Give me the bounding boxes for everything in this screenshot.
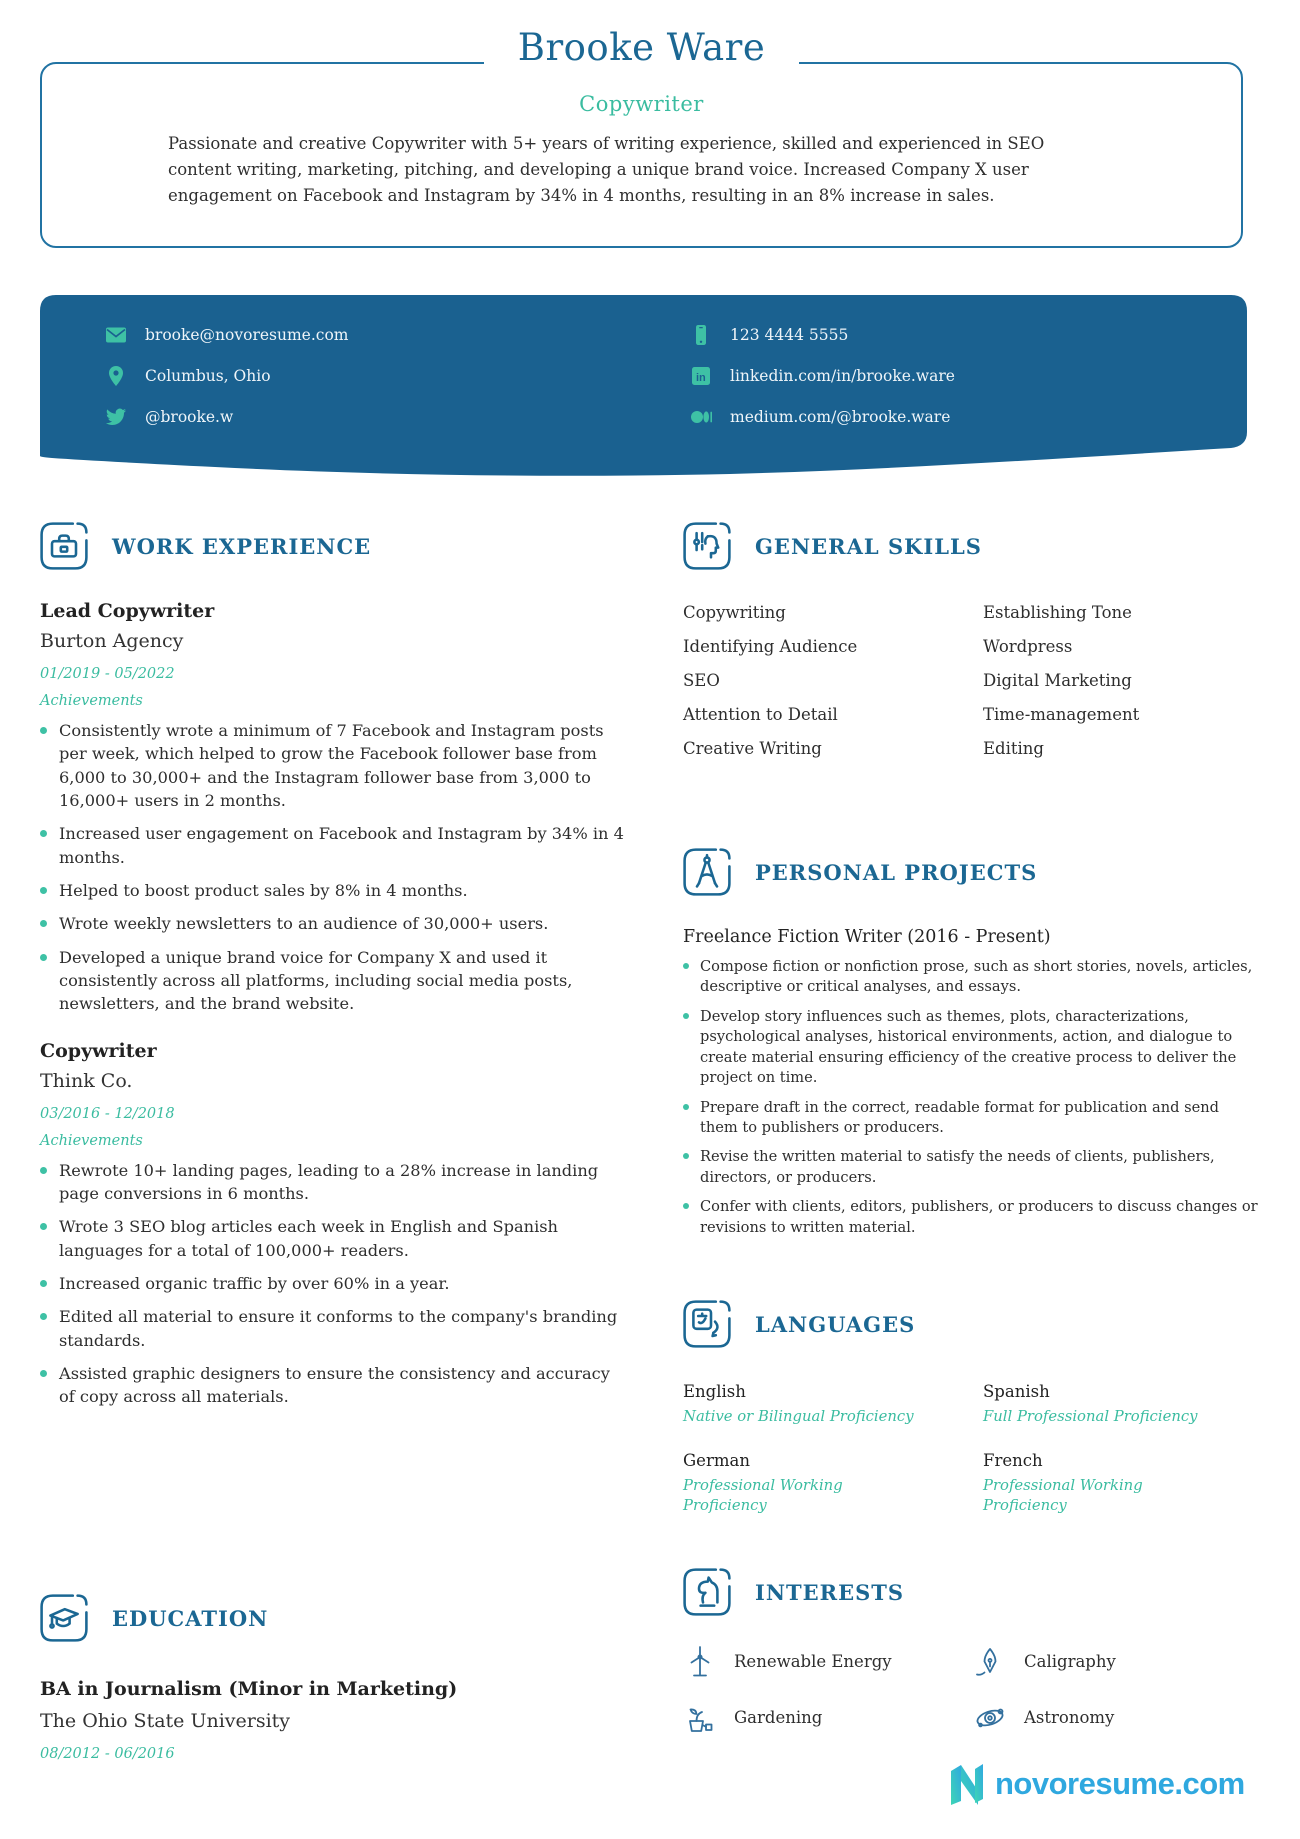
languages-header bbox=[683, 1300, 1260, 1348]
gardening-icon bbox=[683, 1700, 717, 1734]
language-name: German bbox=[683, 1450, 750, 1470]
achievement-bullet: Wrote weekly newsletters to an audience of 30,000+ users. bbox=[40, 912, 625, 935]
skill-item: Time-management bbox=[983, 705, 1140, 724]
language-item bbox=[683, 1382, 983, 1427]
language-item bbox=[983, 1451, 1260, 1516]
language-name: English bbox=[683, 1382, 746, 1401]
section-general-skills bbox=[683, 522, 1260, 758]
novoresume-n-icon bbox=[948, 1763, 986, 1805]
location-pin-icon bbox=[105, 365, 127, 387]
medium-icon bbox=[690, 406, 712, 428]
interest-label: Renewable Energy bbox=[734, 1651, 892, 1671]
translate-icon bbox=[683, 1300, 731, 1348]
candidate-job-title: Copywriter bbox=[579, 92, 704, 116]
project-title: Freelance Fiction Writer (2016 - Present) bbox=[683, 927, 1051, 947]
skill-item: Attention to Detail bbox=[683, 705, 838, 724]
calligraphy-pen-icon bbox=[973, 1644, 1007, 1678]
phone-icon bbox=[690, 324, 712, 346]
skill-item: Digital Marketing bbox=[983, 671, 1132, 690]
skill-item: Establishing Tone bbox=[983, 603, 1132, 622]
interest-item bbox=[683, 1644, 973, 1678]
section-work-experience bbox=[40, 522, 625, 1419]
astronomy-icon bbox=[973, 1700, 1007, 1734]
project-bullet: Compose fiction or nonfiction prose, such as short stories, novels, articles, descriptive or critical analyses, and essays. bbox=[683, 957, 1260, 998]
education-degree: BA in Journalism (Minor in Marketing) bbox=[40, 1678, 458, 1700]
job-company: Burton Agency bbox=[40, 630, 184, 652]
personal-projects-header bbox=[683, 848, 1260, 896]
chess-knight-icon bbox=[683, 1568, 731, 1616]
email-icon bbox=[105, 324, 127, 346]
contact-email[interactable] bbox=[105, 322, 690, 348]
interests-header bbox=[683, 1568, 1260, 1616]
language-name: French bbox=[983, 1450, 1043, 1470]
contact-bar bbox=[40, 295, 1247, 430]
skill-item: Identifying Audience bbox=[683, 637, 858, 656]
section-title-personal-projects: PERSONAL PROJECTS bbox=[755, 859, 1038, 885]
contact-medium[interactable] bbox=[690, 404, 1247, 430]
wind-turbine-icon bbox=[683, 1644, 717, 1678]
section-title-general-skills: GENERAL SKILLS bbox=[755, 533, 982, 559]
briefcase-icon bbox=[40, 522, 88, 570]
achievements-label: Achievements bbox=[40, 1132, 143, 1149]
contact-location bbox=[105, 363, 690, 389]
skill-item: Creative Writing bbox=[683, 739, 822, 758]
job-dates: 01/2019 - 05/2022 bbox=[40, 666, 175, 682]
languages-grid bbox=[683, 1382, 1260, 1516]
summary-text: Passionate and creative Copywriter with 5+ years of writing experience, skilled and experienced in SEO content writing, marketing, pitching, and developing a unique brand voice. Increased Company X user engagement on Facebook and Instagram by 34% in 4 months, resulting in an 8% increase in sales. bbox=[168, 134, 1045, 206]
contact-location-text: Columbus, Ohio bbox=[145, 367, 271, 385]
skill-item: Copywriting bbox=[683, 603, 786, 622]
section-title-languages: LANGUAGES bbox=[755, 1311, 916, 1337]
language-level: Full Professional Proficiency bbox=[983, 1408, 1198, 1425]
section-title-education: EDUCATION bbox=[112, 1605, 269, 1631]
interest-item bbox=[683, 1700, 973, 1734]
language-level: Professional Working Proficiency bbox=[983, 1476, 1143, 1514]
general-skills-header bbox=[683, 522, 1260, 570]
interest-item bbox=[973, 1700, 1260, 1734]
achievement-bullet: Helped to boost product sales by 8% in 4 months. bbox=[40, 879, 625, 902]
contact-medium-text: medium.com/@brooke.ware bbox=[730, 408, 951, 426]
novoresume-logo[interactable] bbox=[948, 1763, 1245, 1805]
contact-phone-text: 123 4444 5555 bbox=[730, 326, 849, 344]
interests-grid bbox=[683, 1644, 1260, 1734]
achievement-bullet: Developed a unique brand voice for Company X and used it consistently across all platforms, including social media posts, newsletters, and the brand website. bbox=[40, 946, 625, 1016]
language-name: Spanish bbox=[983, 1382, 1050, 1401]
contact-email-text: brooke@novoresume.com bbox=[145, 326, 349, 344]
achievement-bullet: Assisted graphic designers to ensure the consistency and accuracy of copy across all materials. bbox=[40, 1362, 625, 1409]
interest-label: Gardening bbox=[734, 1707, 823, 1727]
skill-item: SEO bbox=[683, 671, 720, 690]
work-experience-header bbox=[40, 522, 625, 570]
contact-twitter[interactable] bbox=[105, 404, 690, 430]
project-bullet: Revise the written material to satisfy the needs of clients, publishers, directors, or producers. bbox=[683, 1147, 1260, 1188]
achievement-bullet: Rewrote 10+ landing pages, leading to a 28% increase in landing page conversions in 6 months. bbox=[40, 1159, 625, 1206]
job-company: Think Co. bbox=[40, 1069, 133, 1092]
candidate-name: Brooke Ware bbox=[484, 26, 799, 69]
drafting-compass-icon bbox=[683, 848, 731, 896]
job-title: Copywriter bbox=[40, 1039, 157, 1062]
achievement-bullet: Wrote 3 SEO blog articles each week in English and Spanish languages for a total of 100,000+ readers. bbox=[40, 1215, 625, 1262]
section-languages bbox=[683, 1300, 1260, 1516]
skills-grid bbox=[683, 603, 1260, 758]
education-dates: 08/2012 - 06/2016 bbox=[40, 1746, 175, 1762]
interest-item bbox=[973, 1644, 1260, 1678]
project-bullet: Develop story influences such as themes, plots, characterizations, psychological analyses, historical environments, action, and dialogue to create material ensuring efficiency of the creative process to deliver the project on time. bbox=[683, 1007, 1260, 1089]
section-title-interests: INTERESTS bbox=[755, 1579, 905, 1605]
section-title-work-experience: WORK EXPERIENCE bbox=[112, 533, 372, 559]
twitter-icon bbox=[105, 406, 127, 428]
contact-twitter-text: @brooke.w bbox=[145, 408, 234, 426]
interest-label: Caligraphy bbox=[1024, 1651, 1116, 1671]
section-personal-projects bbox=[683, 848, 1260, 1247]
skills-icon bbox=[683, 522, 731, 570]
language-item bbox=[983, 1382, 1260, 1427]
contact-phone[interactable] bbox=[690, 322, 1247, 348]
achievement-bullet: Edited all material to ensure it conforms to the company's branding standards. bbox=[40, 1305, 625, 1352]
linkedin-icon bbox=[690, 365, 712, 387]
achievements-label: Achievements bbox=[40, 693, 143, 709]
section-education bbox=[40, 1594, 625, 1762]
section-interests bbox=[683, 1568, 1260, 1734]
project-bullet-list bbox=[683, 957, 1260, 1238]
job-title: Lead Copywriter bbox=[40, 600, 215, 622]
interest-label: Astronomy bbox=[1024, 1707, 1115, 1727]
brand-text: novoresume.com bbox=[995, 1766, 1245, 1801]
education-school: The Ohio State University bbox=[40, 1710, 291, 1732]
project-bullet: Prepare draft in the correct, readable format for publication and send them to publishers or producers. bbox=[683, 1098, 1260, 1139]
achievement-bullet: Increased user engagement on Facebook and Instagram by 34% in 4 months. bbox=[40, 822, 625, 869]
job-dates: 03/2016 - 12/2018 bbox=[40, 1105, 175, 1122]
achievement-bullet: Consistently wrote a minimum of 7 Facebook and Instagram posts per week, which helped to grow the Facebook follower base from 6,000 to 30,000+ and the Instagram follower base from 3,000 to 16,000+ users in 2 months. bbox=[40, 719, 625, 812]
svg-text:in: in bbox=[696, 372, 706, 384]
job-entry bbox=[40, 600, 625, 1016]
achievement-list bbox=[40, 1159, 625, 1409]
achievement-bullet: Increased organic traffic by over 60% in a year. bbox=[40, 1272, 625, 1295]
skill-item: Wordpress bbox=[983, 637, 1073, 656]
page-title bbox=[40, 26, 1243, 69]
job-entry bbox=[40, 1040, 625, 1409]
skill-item: Editing bbox=[983, 739, 1044, 758]
graduation-cap-icon bbox=[40, 1594, 88, 1642]
contact-linkedin-text: linkedin.com/in/brooke.ware bbox=[730, 367, 955, 385]
language-level: Native or Bilingual Proficiency bbox=[683, 1408, 914, 1425]
project-bullet: Confer with clients, editors, publishers, or producers to discuss changes or revisions to written material. bbox=[683, 1197, 1260, 1238]
language-level: Professional Working Proficiency bbox=[683, 1476, 843, 1514]
contact-linkedin[interactable] bbox=[690, 363, 1247, 389]
education-header bbox=[40, 1594, 625, 1642]
language-item bbox=[683, 1451, 983, 1516]
achievement-list bbox=[40, 719, 625, 1016]
